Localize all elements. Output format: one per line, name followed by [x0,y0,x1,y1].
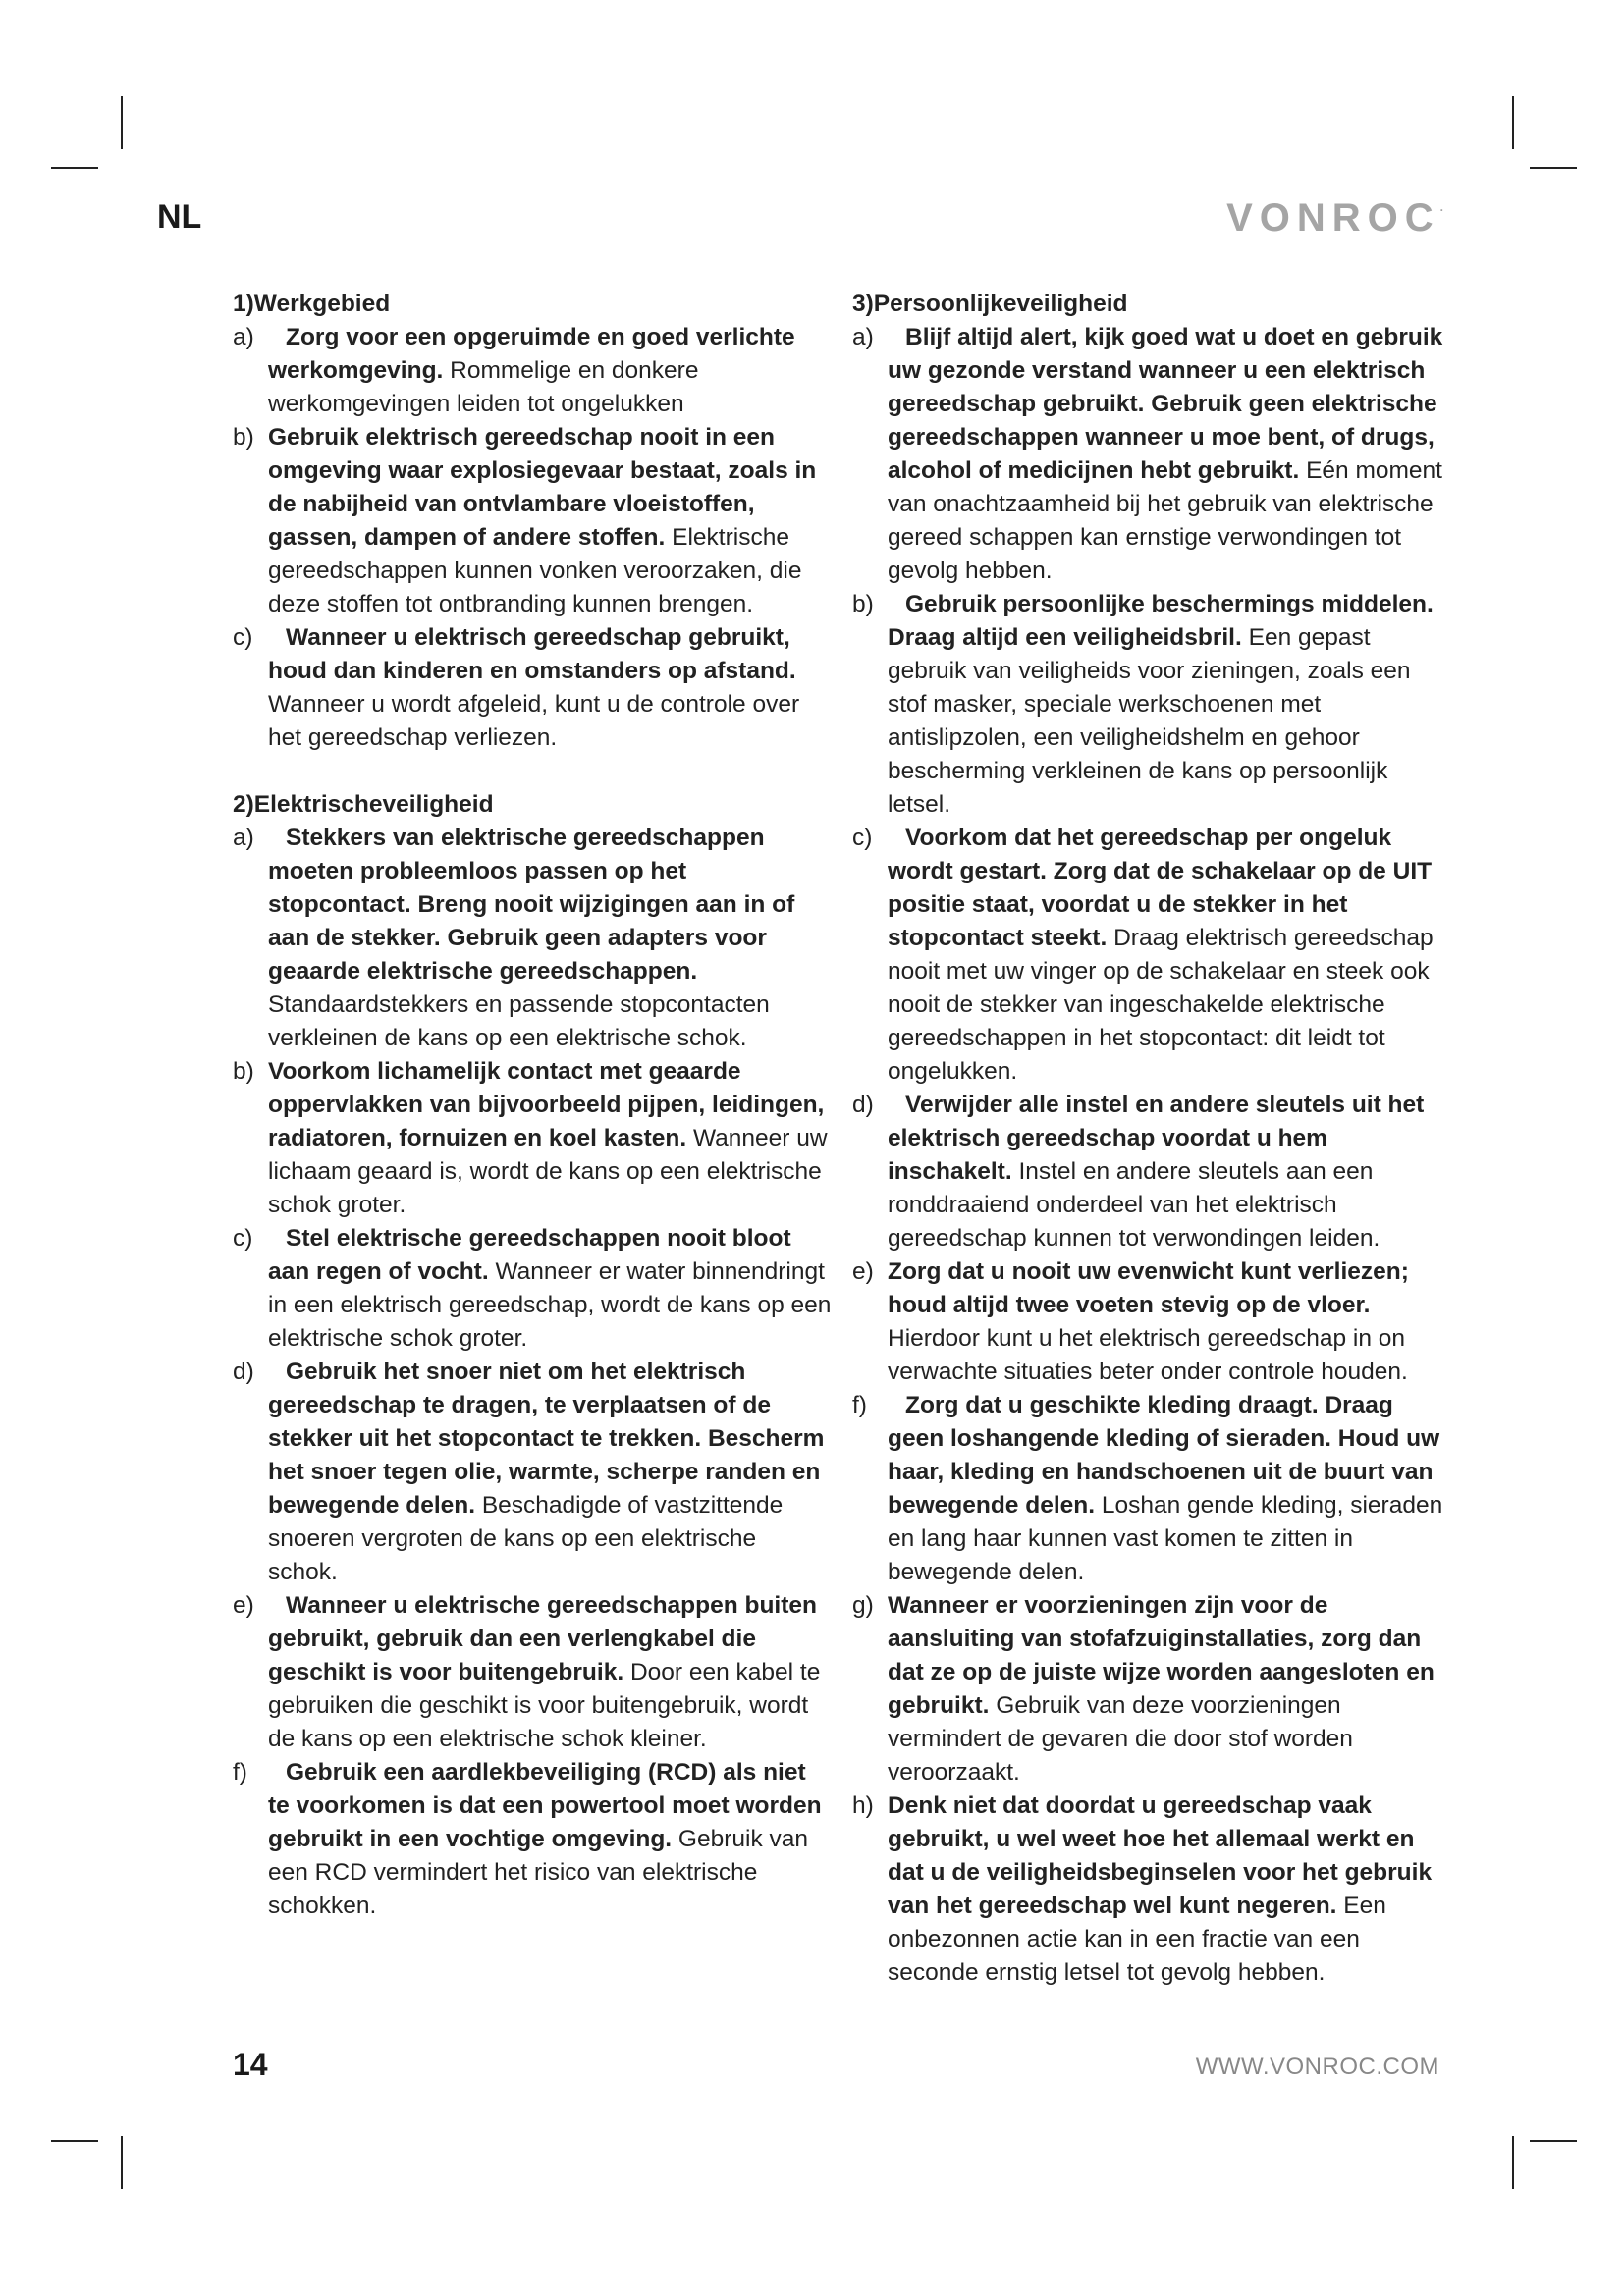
item-text: Standaardstekkers en passende stopcontacten verkleinen de kans op een elektrische schok. [268,991,770,1051]
list-item [233,1356,832,1589]
brand-logo [1226,196,1443,240]
brand-wordmark: VONROC [1226,196,1440,240]
item-text: Hierdoor kunt u het elektrisch gereedschap in on verwachte situaties beter onder controle houden. [888,1325,1408,1385]
item-marker: b) [233,1058,254,1085]
crop-mark [51,167,98,169]
list-item [233,421,832,621]
item-bold: Verwijder alle instel en andere sleutels uit het elektrisch gereedschap voordat u hem inschakelt. [888,1092,1425,1185]
right-column [852,288,1453,1990]
item-marker: f) [852,1392,867,1418]
item-marker: b) [233,424,254,451]
crop-mark [1530,2140,1577,2142]
item-bold: Stekkers van elektrische gereedschappen moeten probleemloos passen op het stopcontact. Breng nooit wijzigingen aan in of aan de stekker. Gebruik geen adapters voor geaarde elektrische gereedschappen. [268,825,795,985]
list-item [233,1055,832,1222]
list-item [233,822,832,1055]
section-persoonlijke-veiligheid [852,288,1453,1990]
list-item [233,1589,832,1756]
item-marker: a) [233,324,254,350]
item-bold: Gebruik het snoer niet om het elektrisch gereedschap te dragen, te verplaatsen of de stekker uit het stopcontact te trekken. Bescherm het snoer tegen olie, warmte, scherpe randen en bewegende delen. [268,1359,825,1519]
item-bold: Denk niet dat doordat u gereedschap vaak gebruikt, u wel weet hoe het allemaal werkt en dat u de veiligheidsbeginselen voor het gebruik van het gereedschap wel kunt negeren. [888,1792,1433,1919]
list-item [233,621,832,755]
item-bold: Voorkom dat het gereedschap per ongeluk wordt gestart. Zorg dat de schakelaar op de UIT positie staat, voordat u de stekker in het stopcontact steekt. [888,825,1433,951]
item-bold: Zorg dat u nooit uw evenwicht kunt verliezen; houd altijd twee voeten stevig op de vloer. [888,1258,1409,1318]
item-text: Elektrische gereedschappen kunnen vonken veroorzaken, die deze stoffen tot ontbranding kunnen brengen. [268,524,802,617]
item-text: Instel en andere sleutels aan een ronddraaiend onderdeel van het elektrisch gereedschap kunnen tot verwondingen leiden. [888,1158,1380,1252]
list-item [852,822,1453,1089]
item-text: Wanneer u wordt afgeleid, kunt u de controle over het gereedschap verliezen. [268,691,800,751]
list-item [852,588,1453,822]
item-marker: d) [852,1092,874,1118]
item-bold: Wanneer u elektrisch gereedschap gebruikt, houd dan kinderen en omstanders op afstand. [268,624,796,684]
item-bold: Gebruik een aardlekbeveiliging (RCD) als niet te voorkomen is dat een powertool moet worden gebruikt in een vochtige omgeving. [268,1759,822,1852]
item-marker: a) [852,324,874,350]
item-marker: d) [233,1359,254,1385]
item-bold: Wanneer u elektrische gereedschappen buiten gebruikt, gebruik dan een verlengkabel die geschikt is voor buitengebruik. [268,1592,817,1685]
crop-mark [1512,96,1514,149]
crop-mark [51,2140,98,2142]
item-bold: Gebruik elektrisch gereedschap nooit in een omgeving waar explosiegevaar bestaat, zoals in de nabijheid van ontvlambare vloeistoffen, gassen, dampen of andere stoffen. [268,424,817,551]
list-item [233,1222,832,1356]
item-bold: Wanneer er voorzieningen zijn voor de aansluiting van stofafzuiginstallaties, zorg dan dat ze op de juiste wijze worden aangesloten en gebruikt. [888,1592,1435,1719]
list-item [233,1756,832,1923]
list-item [852,1389,1453,1589]
list-item [852,1789,1453,1990]
trademark-dot: . [1439,200,1443,214]
section-title: 2)Elektrischeveiligheid [233,791,494,818]
item-text: Loshan gende kleding, sieraden en lang haar kunnen vast komen te zitten in bewegende delen. [888,1492,1443,1585]
left-column [233,288,832,1923]
list-item [852,1089,1453,1255]
item-text: Een gepast gebruik van veiligheids voor zieningen, zoals een stof masker, speciale werkschoenen met antislipzolen, een veiligheidshelm en gehoor bescherming verkleinen de kans op persoonlijk letsel. [888,624,1411,818]
list-item [852,321,1453,588]
language-code: NL [157,198,202,236]
item-text: Beschadigde of vastzittende snoeren vergroten de kans op een elektrische schok. [268,1492,784,1585]
item-text: Rommelige en donkere werkomgevingen leiden tot ongelukken [268,357,699,417]
item-text: Draag elektrisch gereedschap nooit met uw vinger op de schakelaar en steek ook nooit de stekker van ingeschakelde elektrische gereedschappen in het stopcontact: dit leidt tot ongelukken. [888,925,1434,1085]
crop-mark [1512,2136,1514,2189]
item-bold: Zorg dat u geschikte kleding draagt. Draag geen loshangende kleding of sieraden. Houd uw haar, kleding en handschoenen uit de buurt van bewegende delen. [888,1392,1440,1519]
item-bold: Voorkom lichamelijk contact met geaarde oppervlakken van bijvoorbeeld pijpen, leidingen, radiatoren, fornuizen en koel kasten. [268,1058,825,1151]
item-bold: Blijf altijd alert, kijk goed wat u doet en gebruik uw gezonde verstand wanneer u een elektrisch gereedschap gebruikt. Gebruik geen elektrische gereedschappen wanneer u moe bent, of drugs, alcohol of medicijnen hebt gebruikt. [888,324,1443,484]
section-elektrische-veiligheid [233,788,832,1923]
list-item [852,1255,1453,1389]
page-number: 14 [233,2047,268,2082]
list-item [233,321,832,421]
crop-mark [121,96,123,149]
item-text: Gebruik van een RCD vermindert het risico van elektrische schokken. [268,1826,809,1919]
item-text: Door een kabel te gebruiken die geschikt is voor buitengebruik, wordt de kans op een elektrische schok kleiner. [268,1659,821,1752]
item-bold: Gebruik persoonlijke beschermings middelen. Draag altijd een veiligheidsbril. [888,591,1434,651]
item-marker: h) [852,1792,874,1819]
item-marker: f) [233,1759,247,1786]
crop-mark [1530,167,1577,169]
item-text: Wanneer er water binnendringt in een elektrisch gereedschap, wordt de kans op een elektrische schok groter. [268,1258,832,1352]
item-bold: Stel elektrische gereedschappen nooit bloot aan regen of vocht. [268,1225,791,1285]
list-item [852,1589,1453,1789]
item-text: Gebruik van deze voorzieningen vermindert de gevaren die door stof worden veroorzaakt. [888,1692,1353,1786]
website-url: WWW.VONROC.COM [1195,2054,1439,2080]
item-marker: c) [233,624,253,651]
section-title: 1)Werkgebied [233,291,391,317]
item-marker: e) [233,1592,254,1619]
item-marker: c) [852,825,873,851]
item-text: Wanneer uw lichaam geaard is, wordt de kans op een elektrische schok groter. [268,1125,828,1218]
item-marker: a) [233,825,254,851]
section-title: 3)Persoonlijkeveiligheid [852,291,1128,317]
item-marker: e) [852,1258,874,1285]
item-marker: b) [852,591,874,617]
item-text: Een onbezonnen actie kan in een fractie van een seconde ernstig letsel tot gevolg hebben. [888,1893,1386,1986]
section-werkgebied [233,288,832,755]
crop-mark [121,2136,123,2189]
item-bold: Zorg voor een opgeruimde en goed verlichte werkomgeving. [268,324,795,384]
item-marker: c) [233,1225,253,1252]
item-text: Eén moment van onachtzaamheid bij het gebruik van elektrische gereed schappen kan ernstige verwondingen tot gevolg hebben. [888,457,1442,584]
item-marker: g) [852,1592,874,1619]
